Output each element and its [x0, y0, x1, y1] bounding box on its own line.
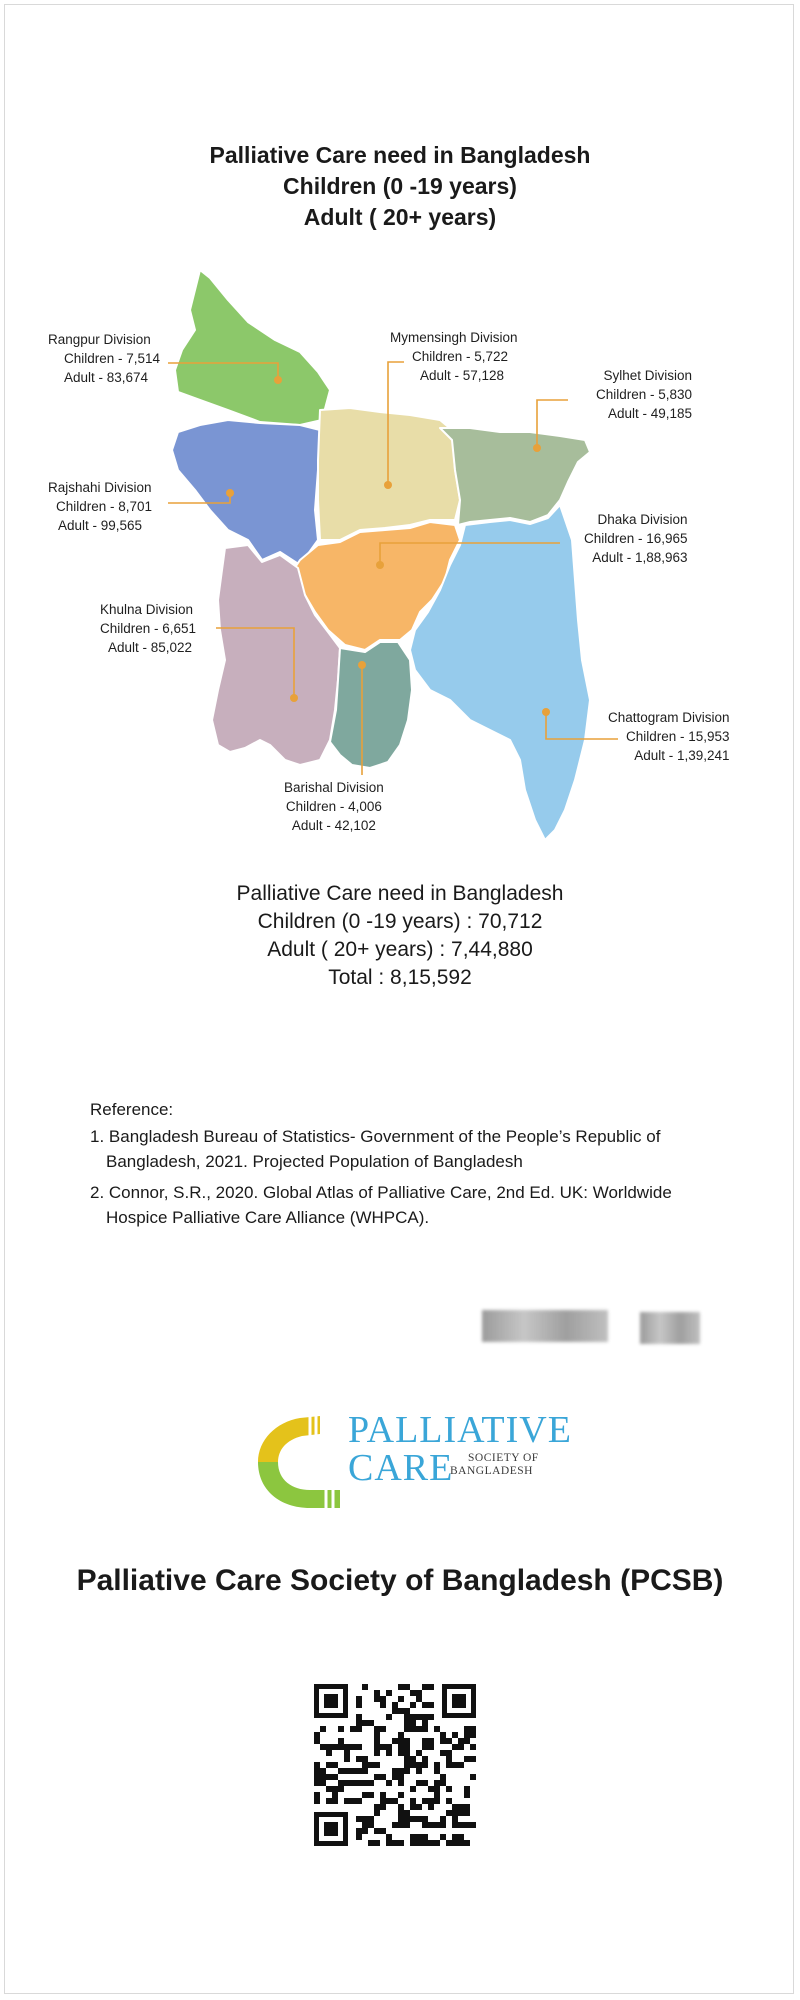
mymensingh-name: Mymensingh Division [390, 330, 518, 345]
chattogram-children: Children - 15,953 [625, 729, 730, 744]
reference-heading: Reference: [90, 1100, 174, 1119]
barishal-children: Children - 4,006 [285, 799, 382, 814]
marker-khulna [290, 694, 298, 702]
logo-text-care: CARE [348, 1447, 454, 1489]
redacted-block-1 [482, 1310, 608, 1342]
summary-line-3: Adult ( 20+ years) : 7,44,880 [267, 938, 533, 961]
chattogram-adult: Adult - 1,39,241 [634, 748, 730, 763]
mymensingh-adult: Adult - 57,128 [420, 368, 505, 383]
reference-section [90, 1097, 730, 1236]
title-line-2: Children (0 -19 years) [283, 173, 517, 199]
summary-line-1: Palliative Care need in Bangladesh [236, 882, 564, 905]
reference-item-1: 1. Bangladesh Bureau of Statistics- Government of the People’s Republic of Bangladesh, 2021. Projected Population of Bangladesh [90, 1127, 661, 1171]
label-rajshahi [48, 478, 152, 535]
label-dhaka [584, 510, 688, 567]
sylhet-adult: Adult - 49,185 [608, 406, 693, 421]
region-mymensingh [318, 408, 460, 540]
summary-line-2: Children (0 -19 years) : 70,712 [257, 910, 543, 933]
label-chattogram [608, 708, 730, 765]
sylhet-name: Sylhet Division [603, 368, 693, 383]
khulna-adult: Adult - 85,022 [108, 640, 193, 655]
rangpur-adult: Adult - 83,674 [64, 370, 149, 385]
rangpur-children: Children - 7,514 [64, 351, 161, 366]
region-rajshahi [172, 420, 320, 565]
label-rangpur [48, 330, 160, 387]
barishal-name: Barishal Division [284, 780, 384, 795]
rajshahi-name: Rajshahi Division [48, 480, 152, 495]
summary-block [0, 880, 800, 992]
rajshahi-adult: Adult - 99,565 [58, 518, 143, 533]
qr-code-icon[interactable] [310, 1680, 480, 1850]
label-barishal [284, 778, 384, 835]
region-sylhet [440, 428, 590, 525]
marker-sylhet [533, 444, 541, 452]
label-mymensingh [390, 328, 518, 385]
sylhet-children: Children - 5,830 [596, 387, 693, 402]
label-khulna [100, 600, 196, 657]
mymensingh-children: Children - 5,722 [412, 349, 509, 364]
region-barishal [330, 642, 412, 768]
redacted-block-2 [640, 1312, 700, 1344]
marker-chattogram [542, 708, 550, 716]
pcsb-logo-icon [240, 1400, 360, 1520]
marker-barishal [358, 661, 366, 669]
dhaka-adult: Adult - 1,88,963 [592, 550, 688, 565]
dhaka-children: Children - 16,965 [584, 531, 688, 546]
summary-line-4: Total : 8,15,592 [328, 966, 472, 989]
title-line-1: Palliative Care need in Bangladesh [209, 142, 591, 168]
region-rangpur [175, 270, 330, 425]
marker-dhaka [376, 561, 384, 569]
barishal-adult: Adult - 42,102 [291, 818, 376, 833]
marker-rangpur [274, 376, 282, 384]
rangpur-name: Rangpur Division [48, 332, 151, 347]
khulna-name: Khulna Division [100, 602, 194, 617]
chattogram-name: Chattogram Division [608, 710, 730, 725]
marker-mymensingh [384, 481, 392, 489]
organization-name: Palliative Care Society of Bangladesh (PCSB) [76, 1564, 724, 1597]
logo-text-society [450, 1452, 539, 1478]
rajshahi-children: Children - 8,701 [56, 499, 153, 514]
title-line-3: Adult ( 20+ years) [303, 204, 497, 230]
dhaka-name: Dhaka Division [597, 512, 688, 527]
reference-item-2: 2. Connor, S.R., 2020. Global Atlas of Palliative Care, 2nd Ed. UK: Worldwide Hospice Palliative Care Alliance (WHPCA). [90, 1183, 672, 1227]
marker-rajshahi [226, 489, 234, 497]
logo-society-of: SOCIETY OF [468, 1452, 539, 1464]
logo-text-palliative: PALLIATIVE [348, 1409, 572, 1451]
logo-bangladesh: BANGLADESH [450, 1465, 533, 1477]
label-sylhet [596, 366, 692, 423]
khulna-children: Children - 6,651 [100, 621, 197, 636]
reference-list [90, 1124, 730, 1230]
